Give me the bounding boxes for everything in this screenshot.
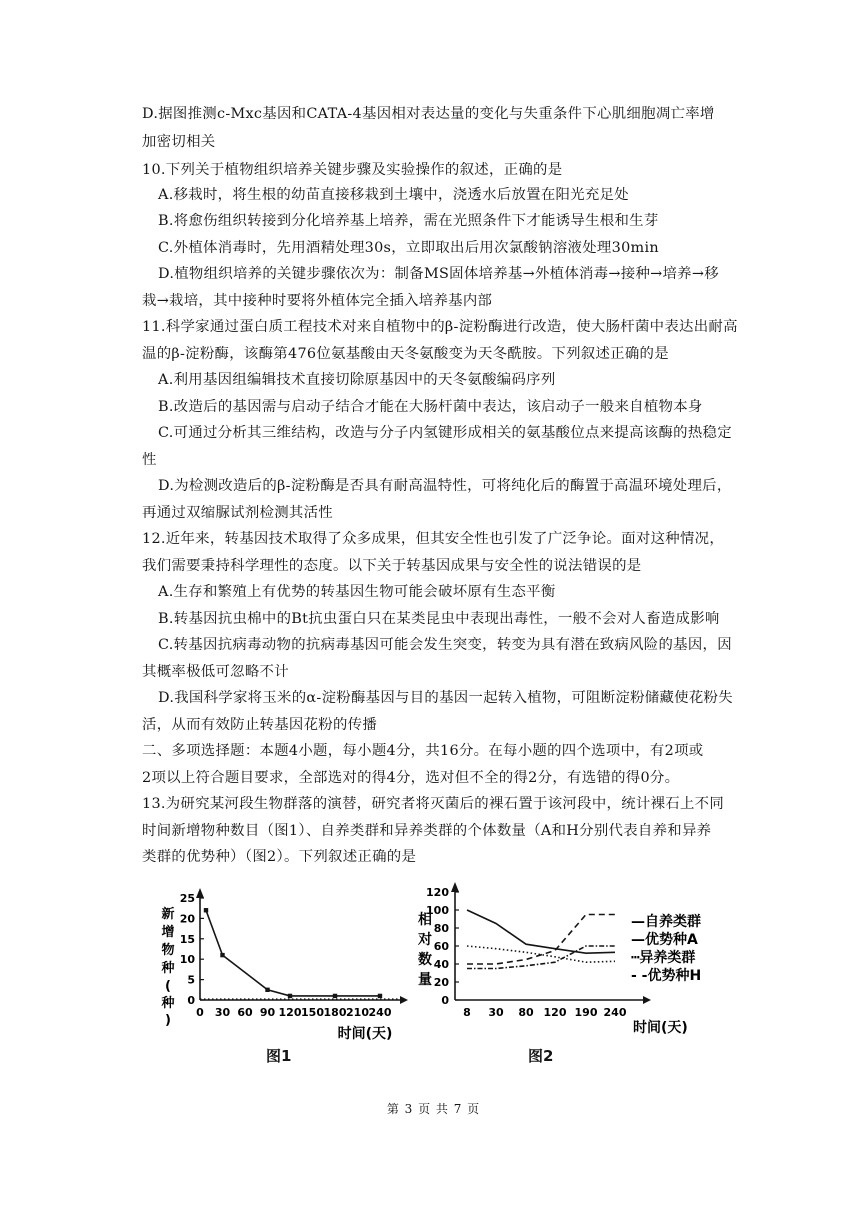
fig1-y-tick-label: 0 — [187, 994, 195, 1007]
fig2-ylabel-char: 量 — [418, 972, 432, 988]
q12-stem-line2: 我们需要秉持科学理性的态度。以下关于转基因成果与安全性的说法错误的是 — [142, 558, 642, 574]
fig1-ylabel-char: 种 — [161, 996, 175, 1011]
fig2-y-arrow — [451, 882, 459, 892]
figure-1-caption: 图1 — [266, 1047, 292, 1065]
fig2-series-dashed — [467, 915, 615, 965]
q11-option-b: B.改造后的基因需与启动子结合才能在大肠杆菌中表达，该启动子一般来自植物本身 — [158, 399, 703, 415]
fig1-y-tick-label: 25 — [179, 892, 195, 905]
fig2-series-dash-dot — [467, 946, 615, 969]
fig1-x-tick-label: 150 — [301, 1006, 324, 1019]
fig1-y-tick-label: 5 — [187, 973, 195, 987]
fig2-xlabel: 时间(天) — [633, 1020, 688, 1036]
fig2-legend-4: - -优势种H — [631, 968, 702, 984]
q11-option-a: A.利用基因组编辑技术直接切除原基因中的天冬氨酸编码序列 — [158, 372, 556, 388]
q12-option-c-line1: C.转基因抗病毒动物的抗病毒基因可能会发生突变，转变为具有潜在致病风险的基因，因 — [158, 637, 732, 653]
fig1-x-tick-label: 0 — [196, 1006, 204, 1019]
q12-option-a: A.生存和繁殖上有优势的转基因生物可能会破坏原有生态平衡 — [158, 584, 556, 600]
fig1-ylabel-char: 物 — [161, 943, 175, 958]
fig2-y-tick-label: 40 — [433, 958, 449, 971]
fig1-x-tick-label: 120 — [278, 1006, 302, 1019]
fig1-xlabel: 时间(天) — [337, 1026, 393, 1042]
q11-option-d-line2: 再通过双缩脲试剂检测其活性 — [142, 505, 333, 521]
q12-stem-line1: 12.近年来，转基因技术取得了众多成果，但其安全性也引发了广泛争论。面对这种情况， — [142, 531, 725, 547]
q11-option-d-line1: D.为检测改造后的β-淀粉酶是否具有耐高温特性，可将纯化后的酶置于高温环境处理后， — [158, 478, 732, 494]
q10-option-a: A.移栽时，将生根的幼苗直接移栽到土壤中，浇透水后放置在阳光充足处 — [158, 187, 629, 203]
fig1-y-arrow — [196, 888, 204, 898]
fig2-x-tick-label: 240 — [603, 1006, 627, 1019]
figure-2-chart — [405, 872, 725, 1042]
fig1-data-point — [204, 908, 208, 912]
fig2-ylabel-char: 数 — [418, 952, 432, 968]
q12-option-d-line1: D.我国科学家将玉米的α-淀粉酶基因与目的基因一起转入植物，可阻断淀粉储藏使花粉失 — [158, 690, 733, 706]
fig2-ylabel-char: 相 — [418, 912, 432, 928]
fig1-ylabel-char: 新 — [161, 907, 175, 922]
page-footer: 第 3 页 共 7 页 — [386, 1102, 481, 1116]
q10-option-c: C.外植体消毒时，先用酒精处理30s，立即取出后用次氯酸钠溶液处理30min — [158, 240, 659, 256]
section-two-header-line1: 二、多项选择题：本题4小题，每小题4分，共16分。在每小题的四个选项中，有2项或 — [142, 743, 704, 759]
fig1-x-tick-label: 210 — [346, 1006, 369, 1019]
fig1-y-tick-label: 10 — [179, 953, 195, 967]
fig2-legend-2: —优势种A — [631, 932, 698, 948]
fig1-series-line — [206, 910, 380, 996]
fig1-ylabel-char: 种 — [161, 961, 175, 976]
fig2-y-tick-label: 100 — [426, 904, 449, 917]
fig1-ylabel-char: ( — [165, 979, 171, 994]
fig1-x-tick-label: 60 — [237, 1006, 253, 1019]
fig1-x-tick-label: 240 — [368, 1006, 392, 1019]
fig2-y-tick-label: 60 — [433, 940, 449, 953]
q12-option-d-line2: 活，从而有效防止转基因花粉的传播 — [142, 717, 378, 733]
fig2-ylabel-char: 对 — [418, 932, 432, 948]
q12-option-b: B.转基因抗虫棉中的Bt抗虫蛋白只在某类昆虫中表现出毒性，一般不会对人畜造成影响 — [158, 611, 720, 627]
q10-option-b: B.将愈伤组织转接到分化培养基上培养，需在光照条件下才能诱导生根和生芽 — [158, 213, 659, 229]
q13-stem-line1: 13.为研究某河段生物群落的演替，研究者将灭菌后的裸石置于该河段中，统计裸石上不同 — [142, 796, 725, 812]
q11-option-c-line1: C.可通过分析其三维结构，改造与分子内氢键形成相关的氨基酸位点来提高该酶的热稳定 — [158, 425, 732, 441]
figure-1 — [150, 872, 430, 1046]
fig1-y-tick-label: 15 — [179, 932, 195, 946]
fig2-x-tick-label: 190 — [574, 1006, 598, 1019]
fig1-data-point — [288, 994, 292, 998]
q13-stem-line2: 时间新增物种数目（图1）、自养类群和异养类群的个体数量（A和H分别代表自养和异养 — [142, 823, 712, 839]
q11-stem-line1: 11.科学家通过蛋白质工程技术对来自植物中的β-淀粉酶进行改造，使大肠杆菌中表达出耐高 — [142, 319, 738, 335]
q12-option-c-line2: 其概率极低可忽略不计 — [142, 664, 289, 680]
figure-1-chart — [150, 872, 430, 1042]
fig2-y-tick-label: 20 — [433, 976, 449, 989]
fig1-x-tick-label: 180 — [323, 1006, 347, 1019]
fig1-x-tick-label: 90 — [259, 1006, 276, 1019]
fig1-data-point — [220, 953, 224, 957]
fig2-x-tick-label: 120 — [543, 1006, 567, 1019]
fig2-y-tick-label: 0 — [441, 994, 449, 1007]
q13-stem-line3: 类群的优势种）（图2）。下列叙述正确的是 — [142, 849, 417, 865]
fig1-data-point — [333, 994, 337, 998]
fig1-x-tick-label: 30 — [214, 1006, 231, 1019]
fig2-y-tick-label: 120 — [426, 886, 449, 899]
fig1-data-point — [378, 994, 382, 998]
q10-stem: 10.下列关于植物组织培养关键步骤及实验操作的叙述，正确的是 — [142, 162, 563, 178]
fig2-legend-1: —自养类群 — [631, 914, 701, 930]
q11-stem-line2: 温的β-淀粉酶，该酶第476位氨基酸由天冬氨酸变为天冬酰胺。下列叙述正确的是 — [142, 346, 669, 362]
fig2-x-tick-label: 80 — [518, 1006, 534, 1019]
q9-option-d-line2: 加密切相关 — [142, 134, 216, 150]
q10-option-d-line2: 栽→栽培，其中接种时要将外植体完全插入培养基内部 — [142, 293, 493, 309]
fig2-x-tick-label: 8 — [463, 1006, 471, 1019]
q9-option-d-line1: D.据图推测c-Mxc基因和CATA-4基因相对表达量的变化与失重条件下心肌细胞凋亡率增 — [142, 106, 715, 122]
q10-option-d-line1: D.植物组织培养的关键步骤依次为：制备MS固体培养基→外植体消毒→接种→培养→移 — [158, 266, 719, 282]
section-two-header-line2: 2项以上符合题目要求，全部选对的得4分，选对但不全的得2分，有选错的得0分。 — [142, 770, 680, 786]
fig2-legend-3: ┅异养类群 — [631, 950, 696, 966]
figure-2 — [405, 872, 725, 1046]
fig2-y-tick-label: 80 — [433, 922, 449, 935]
figure-2-caption: 图2 — [528, 1047, 554, 1065]
fig1-ylabel-char: 增 — [161, 925, 175, 940]
fig1-ylabel-char: ) — [165, 1013, 171, 1028]
q11-option-c-line2: 性 — [142, 452, 157, 468]
fig1-data-point — [265, 988, 269, 992]
fig1-y-tick-label: 20 — [179, 912, 195, 926]
fig2-x-arrow — [643, 996, 651, 1004]
fig2-x-tick-label: 30 — [488, 1006, 504, 1019]
